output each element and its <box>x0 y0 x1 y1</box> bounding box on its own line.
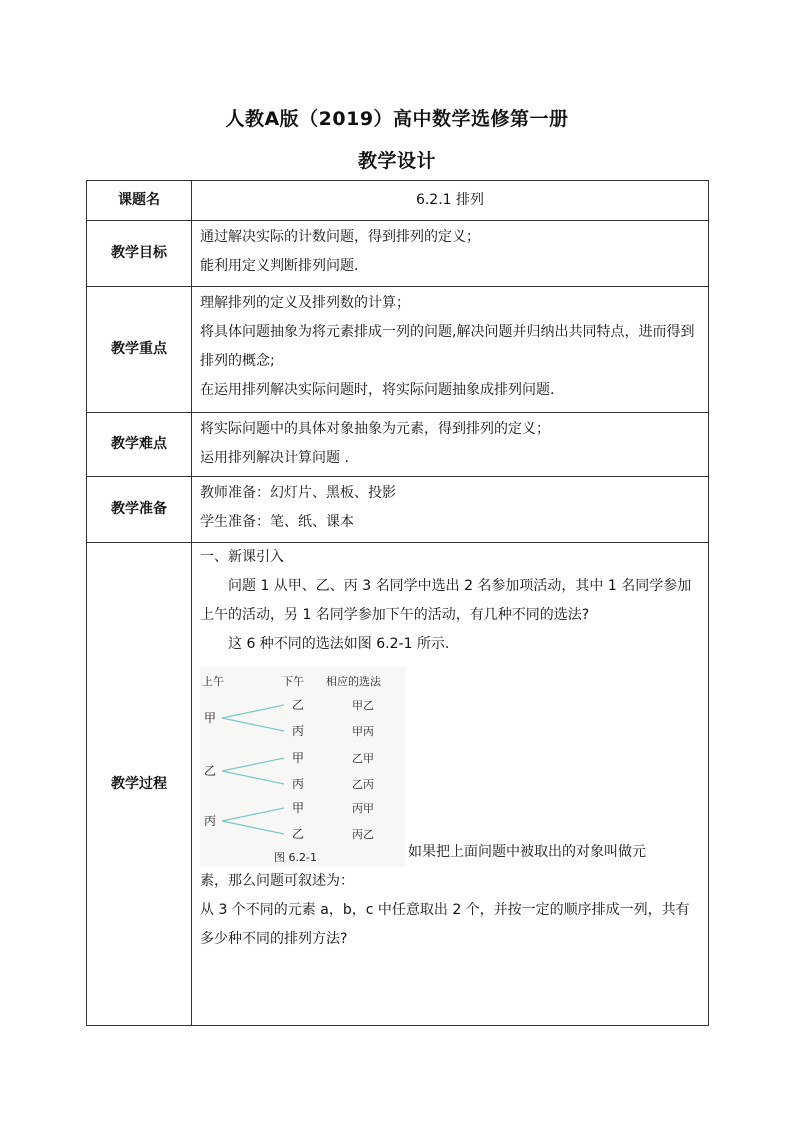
tree-diagram-figure <box>200 667 406 867</box>
process-content <box>192 543 709 1026</box>
tree-result: 乙丙 <box>352 778 374 791</box>
process-label: 教学过程 <box>87 543 192 1026</box>
tree-result: 丙乙 <box>352 828 374 841</box>
table-row-objectives <box>87 221 709 287</box>
difficulties-label: 教学难点 <box>87 413 192 477</box>
table-row-process <box>87 543 709 1026</box>
tree-branch-line <box>222 758 284 771</box>
tree-diagram <box>200 667 406 867</box>
process-continuation: 素，那么问题可叙述为： <box>200 873 354 889</box>
tree-root-node: 乙 <box>204 764 217 778</box>
tree-branch-line <box>222 771 284 784</box>
tree-leaf-node: 丙 <box>292 724 305 738</box>
document-title: 人教A版（2019）高中数学选修第一册 <box>225 108 569 130</box>
key-points-line: 将具体问题抽象为将元素排成一列的问题,解决问题并归纳出共同特点，进而得到排列的概念; <box>200 324 695 369</box>
difficulties-line: 运用排列解决计算问题 . <box>200 450 349 466</box>
tree-leaf-node: 乙 <box>292 698 305 712</box>
table-row-key-points <box>87 287 709 413</box>
key-points-label: 教学重点 <box>87 287 192 413</box>
key-points-content <box>192 287 709 413</box>
lesson-plan-table <box>86 180 709 1026</box>
figure-caption: 图 6.2-1 <box>274 851 317 864</box>
figure-header-afternoon: 下午 <box>282 675 304 688</box>
objectives-label: 教学目标 <box>87 221 192 287</box>
figure-header-morning: 上午 <box>202 675 224 688</box>
tree-leaf-node: 乙 <box>292 827 305 841</box>
process-figure-intro: 这 6 种不同的选法如图 6.2-1 所示. <box>228 636 450 652</box>
tree-root-node: 甲 <box>204 711 217 725</box>
figure-row <box>200 659 700 867</box>
document-subtitle: 教学设计 <box>357 150 436 172</box>
tree-result: 丙甲 <box>352 802 374 815</box>
process-section-heading: 一、新课引入 <box>200 549 284 565</box>
tree-leaf-node: 甲 <box>292 801 305 815</box>
difficulties-content <box>192 413 709 477</box>
preparation-label: 教学准备 <box>87 477 192 543</box>
tree-root-node: 丙 <box>204 814 217 828</box>
tree-leaf-node: 丙 <box>292 777 305 791</box>
table-row-topic <box>87 181 709 221</box>
difficulties-line: 将实际问题中的具体对象抽象为元素，得到排列的定义； <box>200 421 550 437</box>
key-points-line: 理解排列的定义及排列数的计算； <box>200 295 410 311</box>
tree-branch-line <box>222 718 284 731</box>
process-problem: 问题 1 从甲、乙、丙 3 名同学中选出 2 名参加项活动，其中 1 名同学参加上午的活动，另 1 名同学参加下午的活动，有几种不同的选法? <box>200 578 692 623</box>
objectives-line: 能利用定义判断排列问题. <box>200 258 359 274</box>
tree-result: 甲丙 <box>352 725 374 738</box>
tree-leaf-node: 甲 <box>292 751 305 765</box>
tree-result: 甲乙 <box>352 699 374 712</box>
tree-result: 乙甲 <box>352 752 374 765</box>
tree-branch-line <box>222 821 284 834</box>
key-points-line: 在运用排列解决实际问题时，将实际问题抽象成排列问题. <box>200 382 555 398</box>
process-after-figure: 如果把上面问题中被取出的对象叫做元 <box>408 844 646 860</box>
process-question: 从 3 个不同的元素 a，b，c 中任意取出 2 个，并按一定的顺序排成一列，共有多少种不同的排列方法? <box>200 902 690 947</box>
objectives-line: 通过解决实际的计数问题，得到排列的定义； <box>200 229 480 245</box>
topic-value: 6.2.1 排列 <box>192 181 709 221</box>
table-row-preparation <box>87 477 709 543</box>
preparation-line: 学生准备：笔、纸、课本 <box>200 514 354 530</box>
preparation-content <box>192 477 709 543</box>
preparation-line: 教师准备：幻灯片、黑板、投影 <box>200 485 396 501</box>
topic-label: 课题名 <box>87 181 192 221</box>
figure-header-result: 相应的选法 <box>326 675 381 688</box>
tree-branch-line <box>222 705 284 718</box>
tree-branch-line <box>222 808 284 821</box>
objectives-content <box>192 221 709 287</box>
table-row-difficulties <box>87 413 709 477</box>
